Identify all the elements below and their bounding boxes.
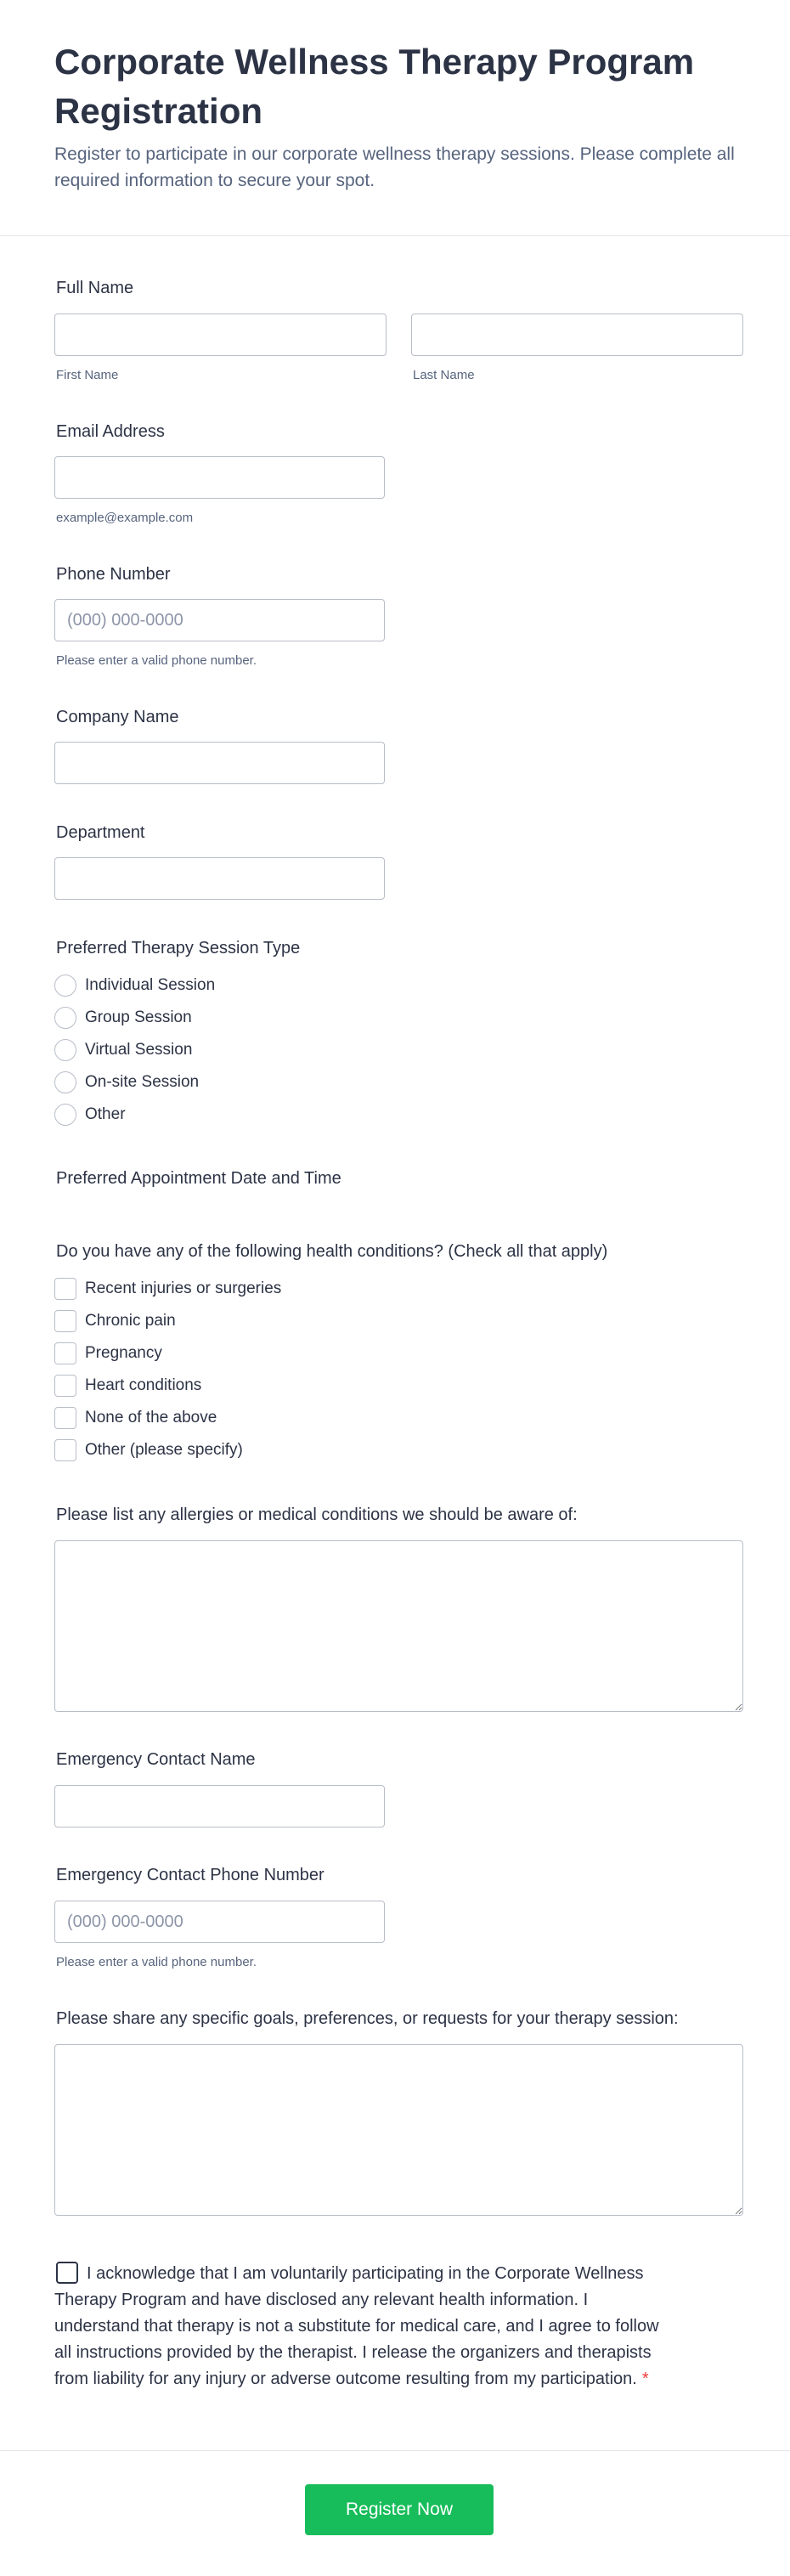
option-label: Group Session bbox=[85, 1008, 192, 1026]
phone-input[interactable] bbox=[54, 599, 385, 641]
checkbox[interactable] bbox=[54, 1278, 76, 1300]
radio-button[interactable] bbox=[54, 1039, 76, 1061]
option-label: Heart conditions bbox=[85, 1376, 202, 1394]
emergency-phone-input[interactable] bbox=[54, 1901, 385, 1943]
email-input[interactable] bbox=[54, 456, 385, 499]
radio-button[interactable] bbox=[54, 1071, 76, 1093]
full-name-label: Full Name bbox=[56, 279, 134, 297]
session-option-group[interactable] bbox=[54, 1006, 192, 1030]
checkbox[interactable] bbox=[54, 1407, 76, 1429]
emergency-phone-sublabel: Please enter a valid phone number. bbox=[56, 1955, 257, 1969]
condition-option-injuries[interactable] bbox=[54, 1277, 281, 1301]
condition-option-pregnancy[interactable] bbox=[54, 1342, 162, 1365]
emergency-name-label: Emergency Contact Name bbox=[56, 1750, 256, 1769]
option-label: None of the above bbox=[85, 1409, 217, 1426]
option-label: Individual Session bbox=[85, 976, 216, 994]
department-input[interactable] bbox=[54, 857, 385, 900]
radio-button[interactable] bbox=[54, 974, 76, 997]
option-label: Virtual Session bbox=[85, 1041, 193, 1059]
option-label: Other (please specify) bbox=[85, 1441, 243, 1459]
checkbox[interactable] bbox=[54, 1310, 76, 1332]
session-type-label: Preferred Therapy Session Type bbox=[56, 939, 301, 958]
consent-text: I acknowledge that I am voluntarily participating in the Corporate Wellness Therapy Program and have disclosed any relevant health information. I understand that therapy is not a substitute for medical care, and I agree to follow all instructions provided by the therapist. I release the organizers and therapists from liability for any injury or adverse outcome resulting from my participation. bbox=[54, 2264, 659, 2388]
session-option-onsite[interactable] bbox=[54, 1071, 199, 1094]
first-name-sublabel: First Name bbox=[56, 368, 119, 382]
required-asterisk: * bbox=[641, 2370, 649, 2388]
condition-option-chronic-pain[interactable] bbox=[54, 1309, 176, 1333]
email-label: Email Address bbox=[56, 422, 165, 441]
phone-sublabel: Please enter a valid phone number. bbox=[56, 653, 257, 668]
health-conditions-label: Do you have any of the following health conditions? (Check all that apply) bbox=[56, 1242, 608, 1261]
last-name-input[interactable] bbox=[411, 314, 743, 356]
goals-label: Please share any specific goals, preferences, or requests for your therapy session: bbox=[56, 2009, 679, 2028]
condition-option-heart[interactable] bbox=[54, 1374, 201, 1398]
form-title: Corporate Wellness Therapy Program Registration bbox=[54, 42, 695, 131]
phone-label: Phone Number bbox=[56, 565, 171, 584]
session-option-other[interactable] bbox=[54, 1103, 126, 1127]
form-subtitle: Register to participate in our corporate wellness therapy sessions. Please complete all required information to secure your spot. bbox=[54, 144, 735, 190]
radio-button[interactable] bbox=[54, 1007, 76, 1029]
checkbox[interactable] bbox=[54, 1342, 76, 1364]
company-label: Company Name bbox=[56, 708, 179, 726]
first-name-input[interactable] bbox=[54, 314, 387, 356]
last-name-sublabel: Last Name bbox=[413, 368, 475, 382]
option-label: On-site Session bbox=[85, 1073, 200, 1091]
session-option-virtual[interactable] bbox=[54, 1038, 192, 1062]
radio-button[interactable] bbox=[54, 1104, 76, 1126]
option-label: Chronic pain bbox=[85, 1312, 176, 1330]
allergies-textarea[interactable] bbox=[54, 1540, 743, 1712]
checkbox[interactable] bbox=[54, 1439, 76, 1461]
company-input[interactable] bbox=[54, 742, 385, 784]
goals-textarea[interactable] bbox=[54, 2044, 743, 2216]
email-sublabel: example@example.com bbox=[56, 511, 194, 525]
appointment-label: Preferred Appointment Date and Time bbox=[56, 1169, 341, 1188]
option-label: Other bbox=[85, 1105, 126, 1123]
department-label: Department bbox=[56, 823, 145, 842]
checkbox[interactable] bbox=[54, 1375, 76, 1397]
form-header bbox=[0, 0, 790, 236]
register-button[interactable]: Register Now bbox=[305, 2484, 494, 2535]
option-label: Pregnancy bbox=[85, 1344, 162, 1362]
emergency-phone-label: Emergency Contact Phone Number bbox=[56, 1866, 324, 1884]
condition-option-other[interactable] bbox=[54, 1438, 243, 1462]
allergies-label: Please list any allergies or medical conditions we should be aware of: bbox=[56, 1505, 578, 1524]
option-label: Recent injuries or surgeries bbox=[85, 1280, 282, 1297]
condition-option-none[interactable] bbox=[54, 1406, 217, 1430]
emergency-name-input[interactable] bbox=[54, 1785, 385, 1827]
consent-statement bbox=[54, 2261, 659, 2392]
footer-divider bbox=[0, 2450, 790, 2451]
session-option-individual[interactable] bbox=[54, 974, 215, 997]
